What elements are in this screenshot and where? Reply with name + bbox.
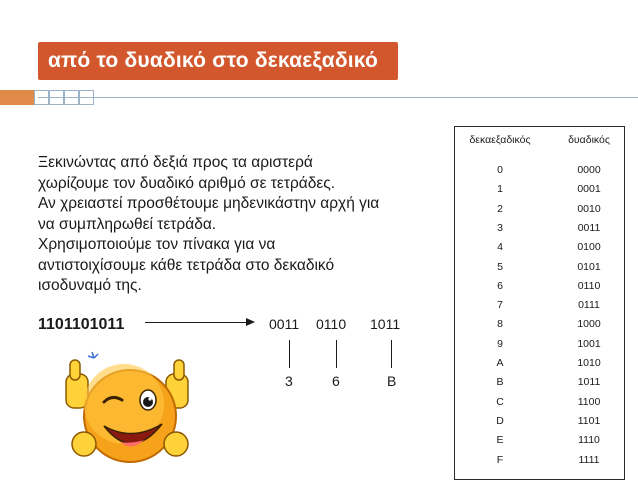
table-row [455,376,624,395]
cell-hex: B [496,376,504,389]
header-rule [38,97,638,98]
paragraph-line: χωρίζουμε τον δυαδικό αριθμό σε τετράδες. [38,174,336,192]
cell-binary: 0011 [577,221,601,234]
cell-binary: 1001 [577,337,601,350]
paragraph-line: να συμπληρωθεί τετράδα. [38,215,217,233]
cell-binary: 0110 [577,279,601,292]
header-hex: δεκαεξαδικός [469,134,531,146]
cell-hex: 8 [497,318,503,331]
cell-hex: A [496,357,504,369]
cell-hex: 9 [497,337,503,350]
table-row [455,261,624,280]
cell-binary: 1010 [577,357,601,369]
cell-binary: 1000 [577,318,601,331]
cell-hex: 0 [497,164,503,176]
cell-binary: 1101 [577,414,601,427]
paragraph-line: ισοδυναμό της. [38,277,142,294]
hex-digit: B [387,373,397,389]
slide-title: από το δυαδικό στο δεκαεξαδικό [38,42,398,80]
cell-binary: 0100 [577,241,601,254]
arrow-line [145,322,247,323]
table-row [455,434,624,453]
winking-smiley-icon [62,344,192,484]
cell-binary: 1110 [578,434,600,447]
mapping-line [289,340,290,368]
header-accent-block [0,90,34,105]
header-binary: δυαδικός [568,134,610,146]
hex-digit: 6 [332,373,340,389]
cell-hex: F [496,453,504,466]
mapping-line [336,340,337,368]
arrow-head-icon [246,318,255,326]
table-row [455,357,624,376]
binary-number: 1101101011 [38,316,125,333]
hex-binary-table [454,126,625,480]
cell-binary: 0101 [577,260,601,273]
cell-binary: 0111 [578,299,600,312]
cell-binary: 0000 [577,164,601,176]
cell-hex: 2 [497,202,503,215]
cell-hex: 3 [497,221,503,234]
table-row [455,318,624,337]
mapping-line [391,340,392,368]
paragraph-line: Χρησιμοποιούμε τον πίνακα για να [38,236,276,253]
table-row [455,183,624,202]
cell-binary: 0010 [577,202,601,215]
nibble-group: 1011 [370,316,401,332]
cell-hex: 1 [497,183,503,196]
table-row [455,164,624,183]
table-row [455,415,624,434]
table-row [455,203,624,222]
cell-hex: 6 [497,279,503,292]
cell-hex: C [496,395,504,408]
cell-hex: 4 [497,241,503,254]
table-row [455,454,624,473]
cell-binary: 1111 [578,453,600,466]
table-row [455,280,624,299]
paragraph-line: αντιστοιχίσουμε κάθε τετράδα στο δεκαδικό [38,256,335,274]
cell-hex: 7 [497,299,503,312]
cell-binary: 0001 [577,183,601,196]
paragraph-line: Αν χρειαστεί προσθέτουμε μηδενικάστην αρχή για [38,195,380,212]
paragraph-line: Ξεκινώντας από δεξιά προς τα αριστερά [38,154,313,171]
nibble-group: 0110 [316,316,347,332]
cell-hex: D [496,414,504,427]
nibble-group: 0011 [269,316,300,332]
cell-binary: 1011 [577,376,601,389]
table-row [455,338,624,357]
cell-hex: 5 [497,260,503,273]
cell-hex: E [496,434,504,447]
hex-digit: 3 [285,373,293,389]
table-row [455,396,624,415]
table-row [455,299,624,318]
instruction-paragraph [38,153,408,297]
cell-binary: 1100 [577,395,601,408]
table-row [455,222,624,241]
table-row [455,241,624,260]
